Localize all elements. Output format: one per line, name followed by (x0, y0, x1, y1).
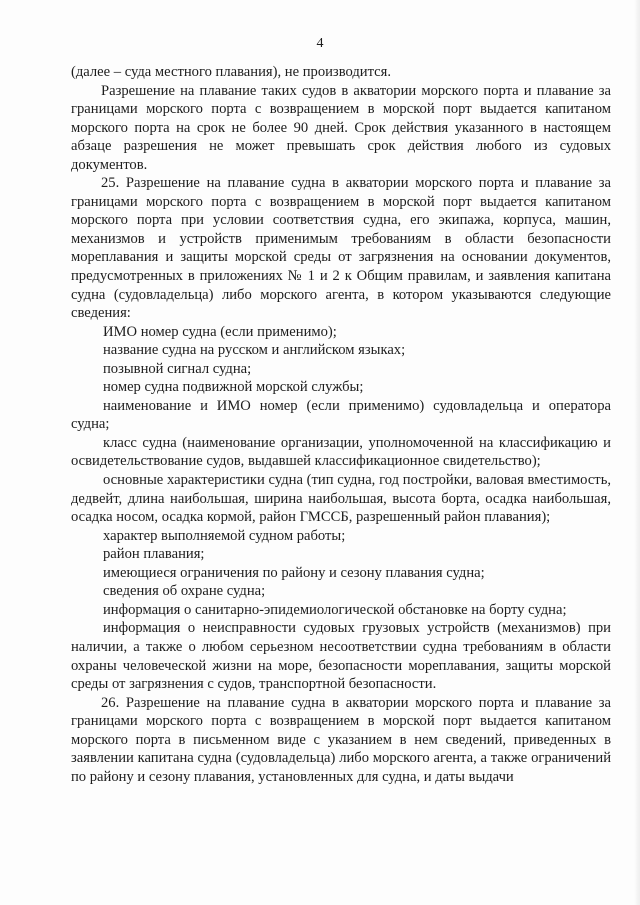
document-body (71, 63, 611, 786)
paragraph-continuation: (далее – суда местного плавания), не производится. (71, 64, 391, 80)
list-item-sanitary: информация о санитарно-эпидемиологической обстановке на борту судна; (103, 601, 567, 618)
list-item-vessel-name: название судна на русском и английском языках; (103, 342, 406, 359)
list-item-security: сведения об охране судна; (103, 583, 266, 600)
list-item-main-characteristics: основные характеристики судна (тип судна, год постройки, валовая вместимость, дедвейт, длина наибольшая, ширина наибольшая, высота борта, осадка наибольшая, осадка носом, осадка кормой, район ГМССБ, разрешенный район плавания); (71, 472, 611, 526)
list-item-owner-operator: наименование и ИМО номер (если применимо) судовладельца и оператора судна; (71, 397, 611, 433)
list-item-navigation-area: район плавания; (103, 546, 205, 563)
paragraph-permit-local-vessels: Разрешение на плавание таких судов в акватории морского порта и плавание за границами морского порта с возвращением в морской порт выдается капитаном морского порта на срок не более 90 дней. Срок действия указанного в настоящем абзаце разрешения не может превышать срок действия любого из судовых документов. (71, 82, 611, 173)
list-item-vessel-class: класс судна (наименование организации, уполномоченной на классификацию и освидетельствование судов, выдавшей классификационное свидетельство); (71, 434, 611, 470)
list-item-mobile-service-number: номер судна подвижной морской службы; (103, 379, 364, 396)
paragraph-25: 25. Разрешение на плавание судна в акватории морского порта и плавание за границами морского порта с возвращением в морской порт выдается капитаном морского порта при условии соответствия судна, его экипажа, корпуса, машин, механизмов и устройств применимым требованиям в области безопасности мореплавания и защиты морской среды от загрязнения на основании документов, предусмотренных в приложениях № 1 и 2 к Общим правилам, и заявления капитана судна (судовладельца) либо морского агента, в котором указываются следующие сведения: (71, 175, 611, 322)
page-edge-shadow (634, 0, 640, 905)
list-item-imo-number: ИМО номер судна (если применимо); (103, 323, 337, 340)
list-item-work-type: характер выполняемой судном работы; (103, 527, 346, 544)
list-item-restrictions: имеющиеся ограничения по району и сезону плавания судна; (103, 564, 485, 581)
page-number: 4 (316, 36, 324, 51)
list-item-call-sign: позывной сигнал судна; (103, 360, 252, 377)
paragraph-26: 26. Разрешение на плавание судна в акватории морского порта и плавание за границами морского порта с возвращением в морской порт выдается капитаном морского порта в письменном виде с указанием в нем сведений, приведенных в заявлении капитана судна (судовладельца) либо морского агента, а также ограничений по району и сезону плавания, установленных для судна, и даты выдачи (71, 694, 611, 785)
list-item-malfunctions: информация о неисправности судовых грузовых устройств (механизмов) при наличии, а также о любом серьезном несоответствии судна требованиям в области охраны человеческой жизни на море, безопасности мореплавания, защиты морской среды от загрязнения с судов, транспортной безопасности. (71, 620, 611, 693)
